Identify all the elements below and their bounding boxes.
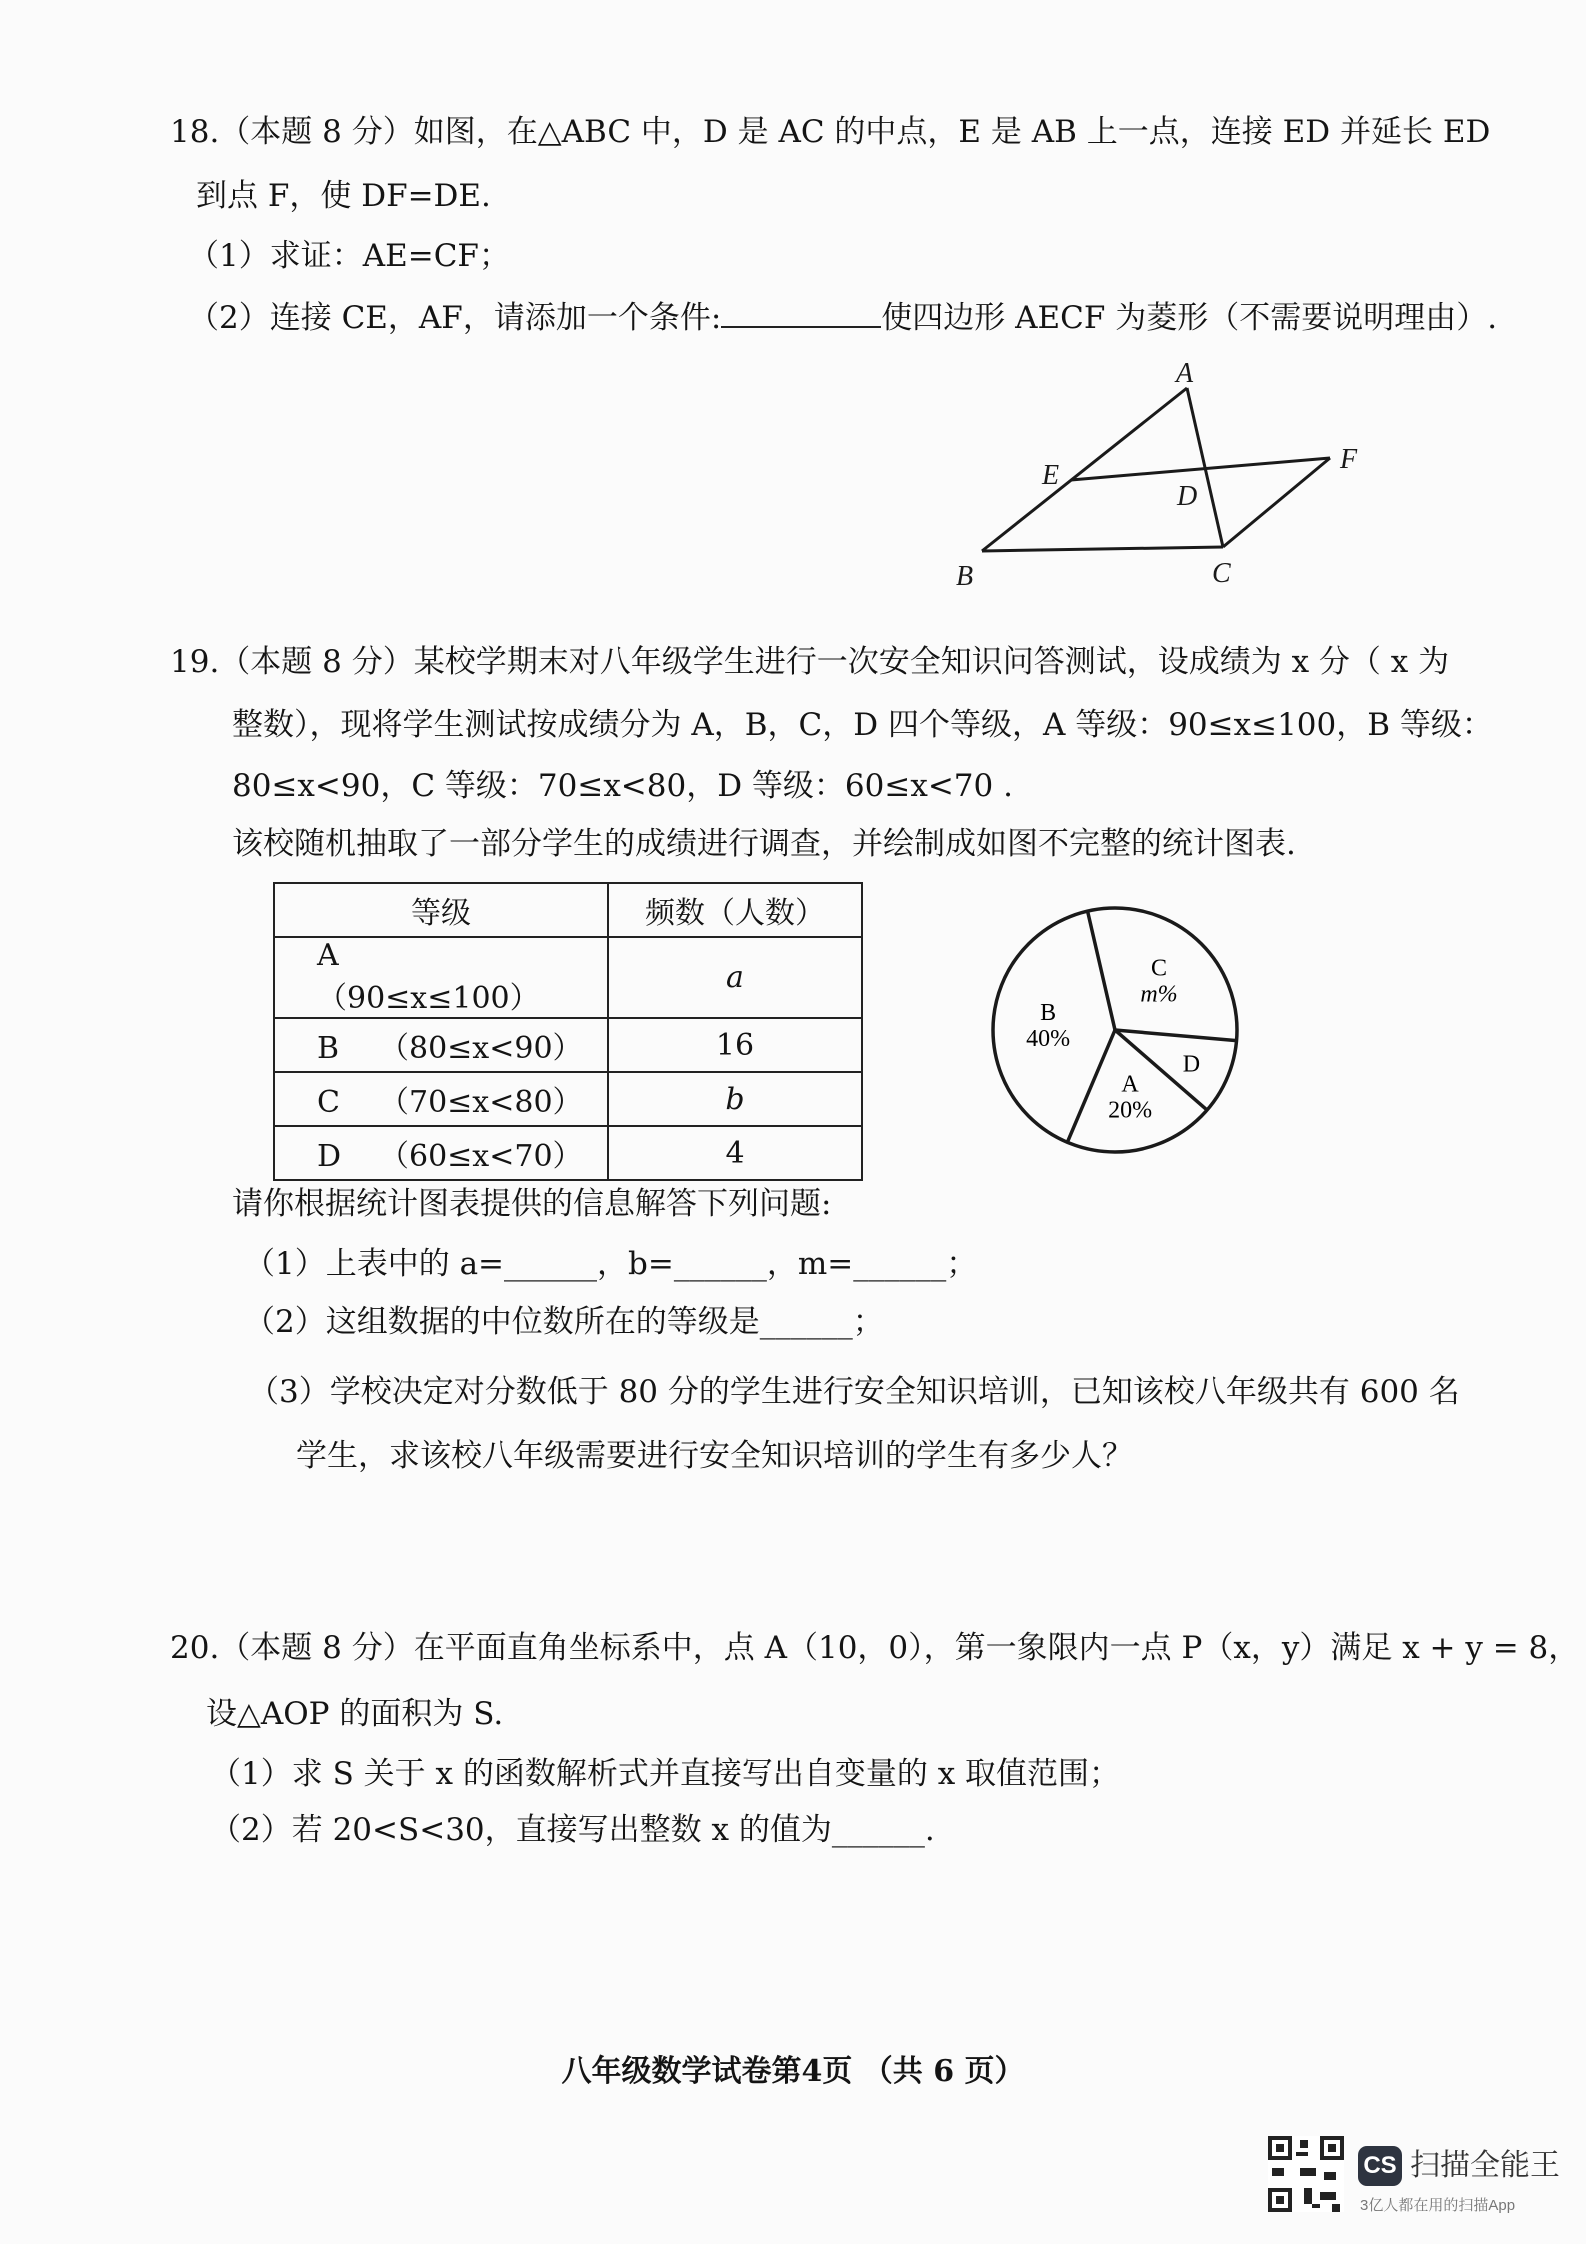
q18-line2: 到点 F，使 DF=DE. bbox=[196, 178, 491, 214]
q19-sub1: （1）上表中的 a=______，b=______，m=______； bbox=[244, 1246, 978, 1282]
grade-letter: D bbox=[317, 1139, 342, 1174]
label-a: A bbox=[1176, 358, 1194, 389]
table-row bbox=[274, 1072, 862, 1126]
q19-line1: 19.（本题 8 分）某校学期末对八年级学生进行一次安全知识问答测试，设成绩为 x 分（ x 为 bbox=[170, 644, 1450, 680]
table-row bbox=[274, 937, 862, 1018]
q18-answer-blank bbox=[721, 296, 881, 328]
grade-range: （90≤x≤100） bbox=[317, 981, 540, 1016]
q20-part1: （1）求 S 关于 x 的函数解析式并直接写出自变量的 x 取值范围； bbox=[210, 1756, 1121, 1792]
table-cell-freq: b bbox=[608, 1072, 862, 1126]
grade-range: （80≤x<90） bbox=[379, 1031, 583, 1066]
segment-fc bbox=[1223, 458, 1330, 547]
table-cell-grade bbox=[274, 1018, 608, 1072]
q20-line1: 20.（本题 8 分）在平面直角坐标系中，点 A（10，0），第一象限内一点 P（x，y）满足 x + y = 8， bbox=[170, 1630, 1580, 1666]
pie-slice-boundary bbox=[1067, 1030, 1115, 1142]
q19-line3: 80≤x<90，C 等级：70≤x<80，D 等级：60≤x<70 . bbox=[232, 768, 1013, 804]
grade-letter: A bbox=[317, 938, 339, 973]
pie-slice-value: 40% bbox=[1026, 1026, 1071, 1053]
grade-range: （70≤x<80） bbox=[379, 1085, 583, 1120]
table-row bbox=[274, 1018, 862, 1072]
q18-triangle-figure bbox=[940, 350, 1390, 600]
table-header-freq: 频数（人数） bbox=[608, 883, 862, 937]
q19-sub2: （2）这组数据的中位数所在的等级是______； bbox=[244, 1304, 884, 1340]
segment-ab bbox=[982, 388, 1187, 551]
table-cell-grade bbox=[274, 937, 608, 1018]
grade-range: （60≤x<70） bbox=[379, 1139, 583, 1174]
label-f: F bbox=[1340, 444, 1358, 475]
table-cell-grade bbox=[274, 1072, 608, 1126]
table-cell-grade bbox=[274, 1126, 608, 1180]
pie-slice-label: B bbox=[1040, 1000, 1057, 1027]
scanner-app-name: 扫描全能王 bbox=[1410, 2149, 1560, 2182]
pie-slice-boundary bbox=[1115, 1030, 1237, 1041]
segment-ef bbox=[1071, 458, 1330, 480]
q18-part2-suffix: 使四边形 AECF 为菱形（不需要说明理由）. bbox=[881, 300, 1498, 336]
table-row bbox=[274, 1126, 862, 1180]
scanner-logo: CS bbox=[1358, 2146, 1402, 2186]
qr-code-icon bbox=[1268, 2136, 1344, 2212]
q19-sub3-line1: （3）学校决定对分数低于 80 分的学生进行安全知识培训，已知该校八年级共有 600 名 bbox=[248, 1374, 1460, 1410]
q18-part1: （1）求证：AE=CF； bbox=[188, 238, 510, 274]
pie-chart bbox=[990, 900, 1280, 1160]
q19-line4: 该校随机抽取了一部分学生的成绩进行调查，并绘制成如图不完整的统计图表. bbox=[232, 826, 1296, 862]
q18-line1: 18.（本题 8 分）如图，在△ABC 中，D 是 AC 的中点，E 是 AB 上一点，连接 ED 并延长 ED bbox=[170, 114, 1491, 150]
pie-slice-value: m% bbox=[1140, 981, 1178, 1008]
table-header-grade: 等级 bbox=[274, 883, 608, 937]
grade-letter: B bbox=[317, 1031, 340, 1066]
table-cell-freq: 4 bbox=[608, 1126, 862, 1180]
table-header-row bbox=[274, 883, 862, 937]
q19-instruction: 请你根据统计图表提供的信息解答下列问题: bbox=[232, 1186, 832, 1222]
table-cell-freq: 16 bbox=[608, 1018, 862, 1072]
label-c: C bbox=[1212, 558, 1231, 589]
page-footer: 八年级数学试卷第4页 （共 6 页） bbox=[561, 2054, 1025, 2089]
scanner-tagline: 3亿人都在用的扫描App bbox=[1360, 2197, 1516, 2214]
q20-line2: 设△AOP 的面积为 S. bbox=[206, 1696, 504, 1732]
label-e: E bbox=[1042, 460, 1060, 491]
pie-slice-boundary bbox=[1088, 911, 1115, 1030]
label-d: D bbox=[1177, 481, 1198, 512]
pie-slice-value: 20% bbox=[1108, 1097, 1153, 1124]
pie-slice-label: D bbox=[1182, 1051, 1201, 1078]
q19-sub3-line2: 学生，求该校八年级需要进行安全知识培训的学生有多少人？ bbox=[296, 1438, 1133, 1474]
q18-part2 bbox=[188, 296, 1497, 338]
label-b: B bbox=[956, 561, 974, 592]
pie-slice-label: A bbox=[1121, 1071, 1139, 1098]
q19-line2: 整数），现将学生测试按成绩分为 A，B，C，D 四个等级，A 等级：90≤x≤100，B 等级： bbox=[232, 707, 1493, 743]
frequency-table bbox=[273, 882, 863, 1181]
q18-part2-prefix: （2）连接 CE，AF，请添加一个条件: bbox=[188, 300, 722, 336]
table-cell-freq: a bbox=[608, 937, 862, 1018]
pie-slice-label: C bbox=[1151, 955, 1168, 982]
q20-part2: （2）若 20<S<30，直接写出整数 x 的值为______. bbox=[210, 1812, 935, 1848]
segment-bc bbox=[982, 547, 1223, 551]
grade-letter: C bbox=[317, 1085, 340, 1120]
